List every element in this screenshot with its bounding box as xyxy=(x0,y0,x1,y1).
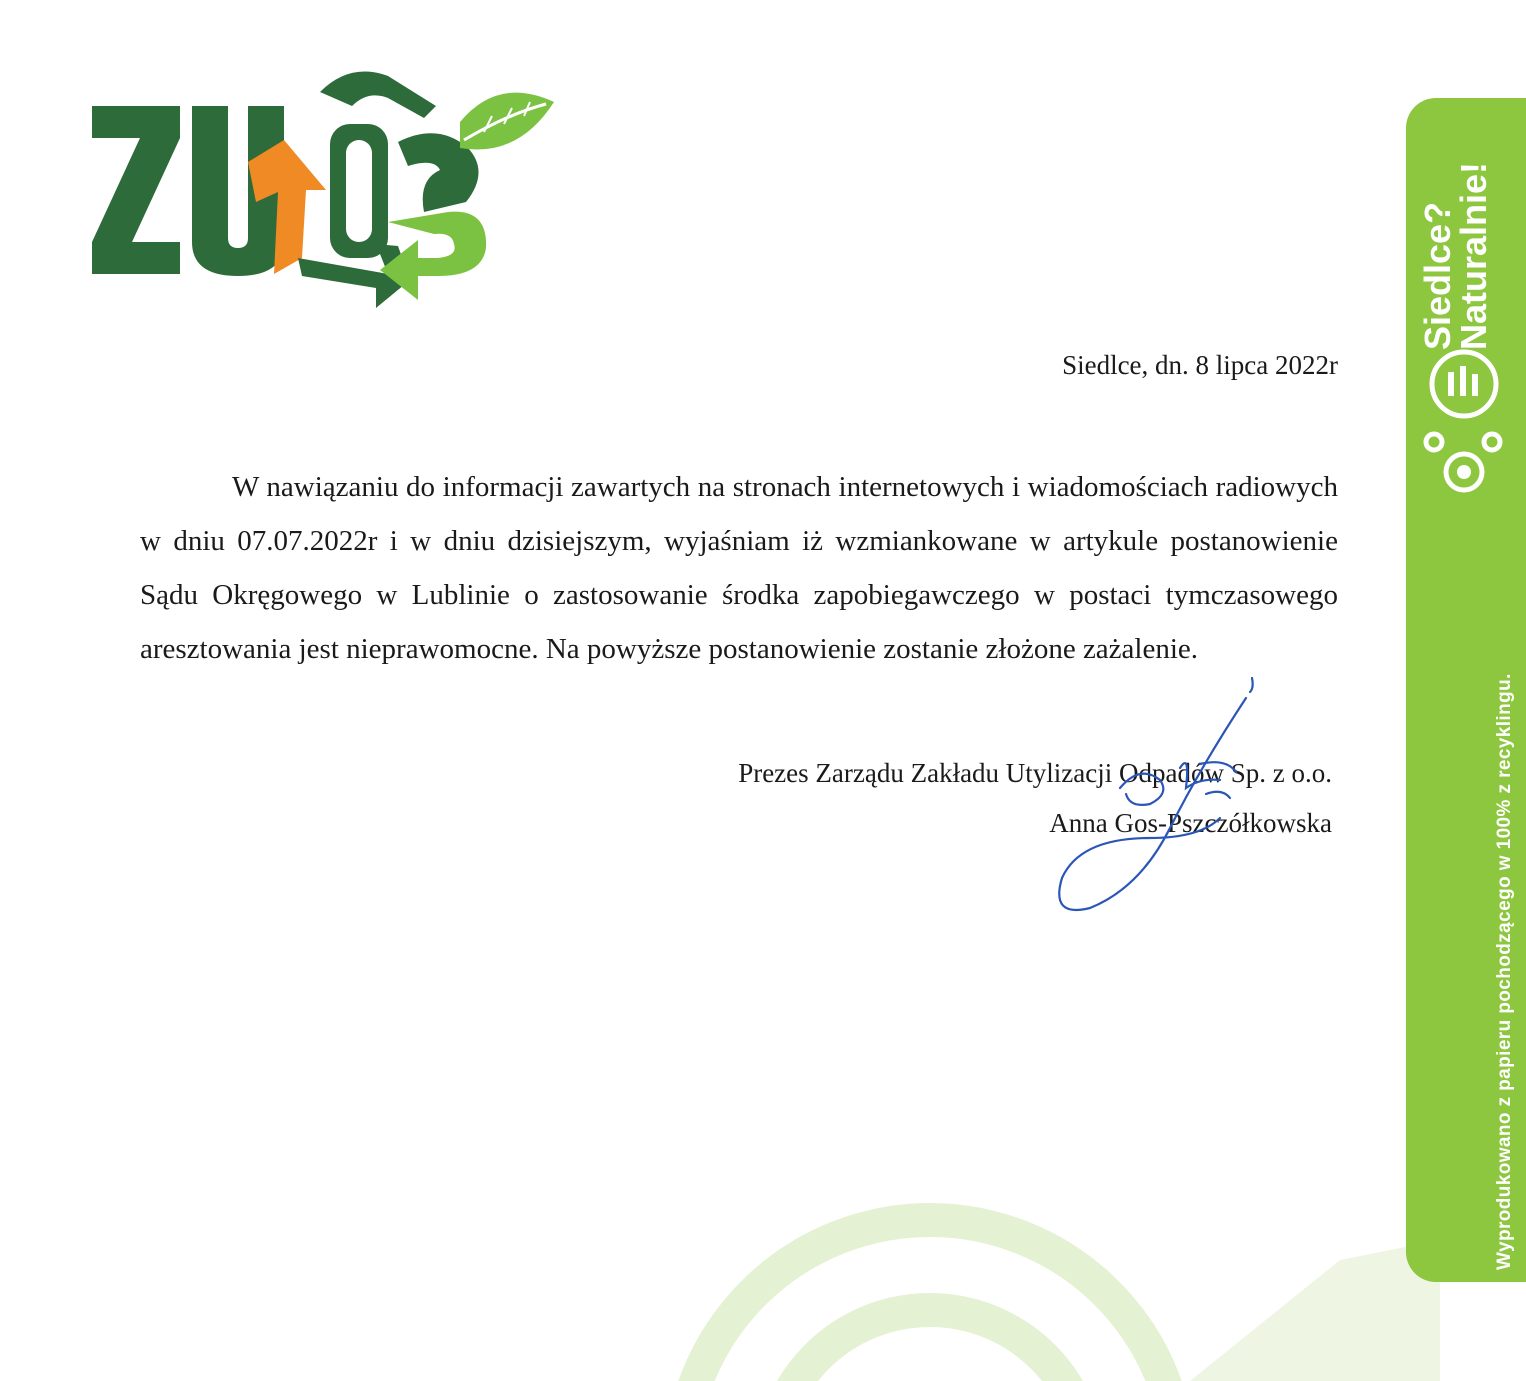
letter-date: Siedlce, dn. 8 lipca 2022r xyxy=(1062,350,1338,380)
signer-title: Prezes Zarządu Zakładu Utylizacji Odpadów Sp. z o.o. xyxy=(738,758,1332,788)
letter-body: W nawiązaniu do informacji zawartych na stronach internetowych i wiadomościach radiowych w dniu 07.07.2022r i w dniu dzisiejszym, wyjaśniam iż wzmiankowane w artykule postanowienie Sądu Okręgowego w Lublinie o zastosowanie środka zapobiegawczego w postaci tymczasowego aresztowania jest nieprawomocne. Na powyższe postanowienie zostanie złożone zażalenie. xyxy=(140,471,1338,665)
brand-slogan xyxy=(1417,161,1494,350)
city-emblem-icon xyxy=(1418,340,1508,510)
slogan-line-2: Naturalnie! xyxy=(1453,161,1494,350)
signer-name: Anna Gos-Pszczółkowska xyxy=(1049,808,1332,838)
zuos-logo xyxy=(88,62,560,308)
recycled-paper-note: Wyprodukowano z papieru pochodzącego w 100% z recyklingu. xyxy=(1494,673,1515,1270)
background-gear-graphic xyxy=(540,1140,1440,1381)
slogan-line-1: Siedlce? xyxy=(1417,201,1458,350)
handwritten-signature xyxy=(1050,668,1290,928)
